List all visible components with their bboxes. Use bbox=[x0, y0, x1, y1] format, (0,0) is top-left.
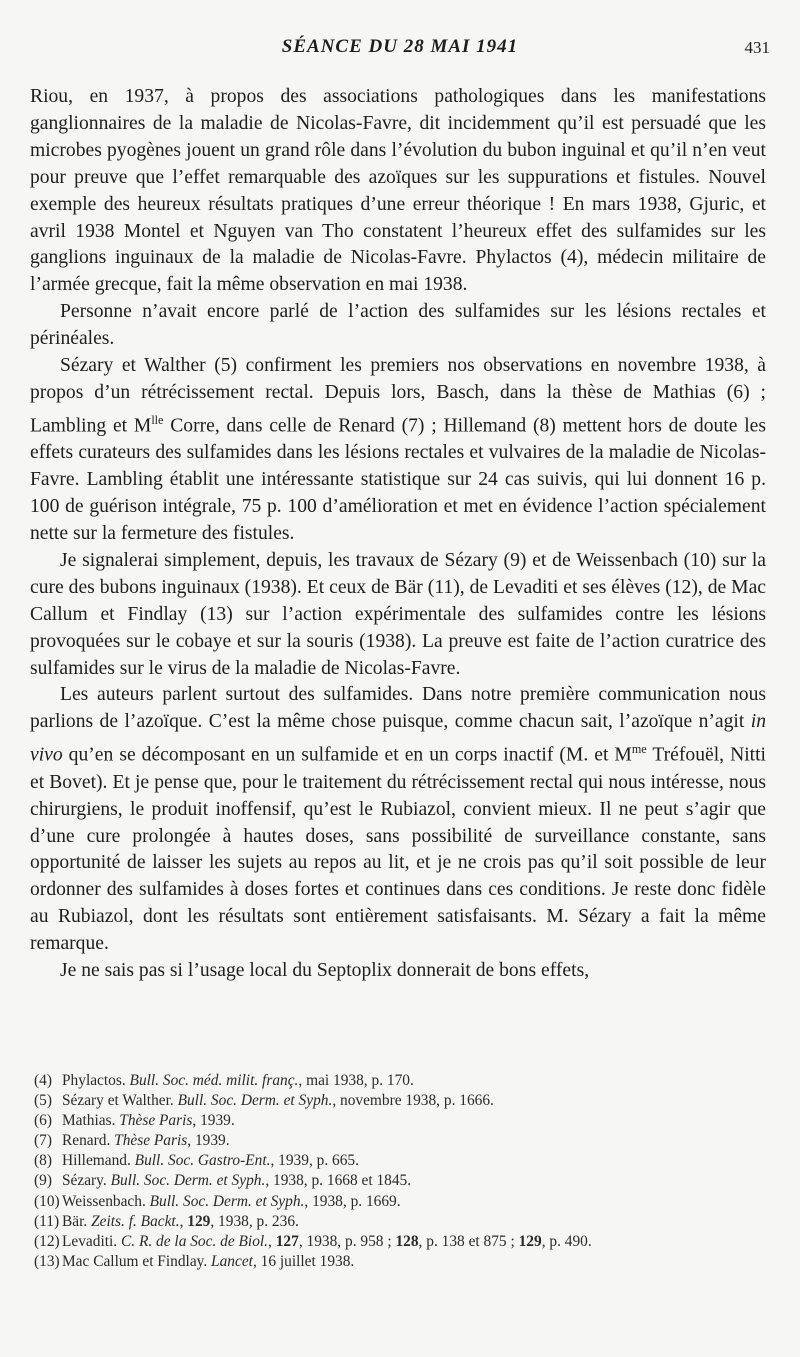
text-segment: Bull. Soc. Gastro-Ent. bbox=[134, 1152, 271, 1170]
footnote bbox=[30, 1212, 766, 1232]
text-segment: Bull. Soc. Derm. et Syph. bbox=[149, 1192, 305, 1210]
text-segment: 129 bbox=[518, 1232, 542, 1250]
text-segment: me bbox=[631, 742, 647, 757]
text-segment: Tréfouël, Nitti et Bovet). Et je pense que, pour le traitement du rétrécissement rectal qui nous intéresse, nous chirurgiens, le produit inoffensif, qu’est le Rubiazol, convient mieux. Il ne peut s’agir que d’une cure prolongée à hautes doses, sans possibilité de surveillance constante, sans opportunité de laisser les sujets au repos au lit, et je ne crois pas qu’il soit possible de leur ordonner des sulfamides à doses fortes et continues dans ces conditions. Je reste donc fidèle au Rubiazol, dont les résultats sont entièrement satisfaisants. M. Sézary a fait la même remarque. bbox=[30, 744, 766, 955]
running-head: SÉANCE DU 28 MAI 1941 bbox=[281, 36, 519, 57]
text-segment: Lancet bbox=[211, 1252, 253, 1270]
footnote-number: (13) bbox=[34, 1252, 60, 1270]
footnote bbox=[30, 1091, 766, 1111]
text-segment: , 1938, p. 1669. bbox=[304, 1192, 401, 1210]
text-segment: Sézary et Walther (5) confirment les premiers nos observations en novembre 1938, à propos d’un rétrécissement rectal. Depuis lors, Basch, dans la thèse de Mathias (6) ; Lambling et M bbox=[30, 355, 766, 437]
text-segment: 128 bbox=[395, 1232, 419, 1250]
text-segment: , p. 490. bbox=[541, 1232, 592, 1250]
text-segment: Bär. bbox=[62, 1212, 92, 1230]
text-segment: , 1939. bbox=[187, 1132, 230, 1150]
text-segment: Mac Callum et Findlay. bbox=[62, 1252, 212, 1270]
paragraph bbox=[30, 958, 766, 985]
footnote bbox=[30, 1151, 766, 1171]
text-segment: , 16 juillet 1938. bbox=[252, 1252, 355, 1270]
text-segment: Mathias. bbox=[62, 1112, 120, 1130]
footnote-number: (9) bbox=[34, 1172, 52, 1190]
text-segment: C. R. de la Soc. de Biol. bbox=[120, 1232, 269, 1250]
footnote-number: (5) bbox=[34, 1092, 52, 1110]
text-segment: Weissenbach. bbox=[62, 1192, 150, 1210]
text-segment: , mai 1938, p. 170. bbox=[298, 1072, 414, 1089]
text-segment: , bbox=[179, 1212, 188, 1230]
text-segment: Je ne sais pas si l’usage local du Septoplix donnerait de bons effets, bbox=[60, 960, 590, 982]
footnote bbox=[30, 1071, 766, 1091]
text-segment: 129 bbox=[187, 1212, 211, 1230]
footnote bbox=[30, 1171, 766, 1191]
text-segment: , bbox=[268, 1232, 276, 1250]
text-segment: Personne n’avait encore parlé de l’action des sulfamides sur les lésions rectales et périnéales. bbox=[30, 301, 766, 350]
text-segment: , novembre 1938, p. 1666. bbox=[332, 1092, 494, 1110]
text-segment: Levaditi. bbox=[62, 1232, 121, 1250]
text-segment: in vivo bbox=[30, 711, 766, 766]
footnote-number: (12) bbox=[34, 1232, 60, 1250]
text-segment: , p. 138 et 875 ; bbox=[418, 1232, 519, 1250]
text-segment: , 1939. bbox=[192, 1112, 235, 1130]
footnote-number: (4) bbox=[34, 1072, 52, 1089]
text-segment: Corre, dans celle de Renard (7) ; Hillemand (8) mettent hors de doute les effets curateurs des sulfamides dans les lésions rectales et vulvaires de la maladie de Nicolas-Favre. Lambling établit une intéressante statistique sur 24 cas suivis, qui lui donnent 16 p. 100 de guérison intégrale, 75 p. 100 d’amélioration et met en évidence l’action spécialement nette sur la fermeture des fistules. bbox=[30, 415, 766, 545]
text-segment: Bull. Soc. Derm. et Syph. bbox=[177, 1092, 333, 1110]
footnote bbox=[30, 1232, 766, 1252]
footnote bbox=[30, 1131, 766, 1151]
text-segment: Bull. Soc. méd. milit. franç. bbox=[129, 1072, 299, 1089]
text-segment: Les auteurs parlent surtout des sulfamides. Dans notre première communication nous parlions de l’azoïque. C’est la même chose puisque, comme chacun sait, l’azoïque n’agit bbox=[30, 684, 766, 733]
text-segment: qu’en se décomposant en un sulfamide et en un corps inactif (M. et M bbox=[62, 744, 632, 766]
text-segment: Renard. bbox=[62, 1132, 115, 1150]
text-segment: Sézary. bbox=[62, 1172, 111, 1190]
paragraph bbox=[30, 353, 766, 548]
text-segment: Hillemand. bbox=[62, 1152, 135, 1170]
text-segment: Riou, en 1937, à propos des associations pathologiques dans les manifestations ganglionnaires de la maladie de Nicolas-Favre, dit incidemment qu’il est persuadé que les microbes pyogènes jouent un grand rôle dans l’évolution du bubon inguinal et qu’il n’en veut pour preuve que l’effet remarquable des azoïques sur les suppurations et fistules. Nouvel exemple des heureux résultats pratiques d’une erreur théorique ! En mars 1938, Gjuric, et avril 1938 Montel et Nguyen van Tho constatent l’heureux effet des sulfamides sur les ganglions inguinaux de la maladie de Nicolas-Favre. Phylactos (4), médecin militaire de l’armée grecque, fait la même observation en mai 1938. bbox=[30, 86, 766, 296]
footnote-number: (7) bbox=[34, 1132, 52, 1150]
footnote-number: (10) bbox=[34, 1192, 60, 1210]
paragraph bbox=[30, 682, 766, 958]
page-header bbox=[30, 36, 770, 66]
text-segment: Sézary et Walther. bbox=[62, 1092, 178, 1110]
text-segment: , 1939, p. 665. bbox=[270, 1152, 359, 1170]
footnote bbox=[30, 1192, 766, 1212]
text-segment: Thèse Paris bbox=[114, 1132, 188, 1150]
text-segment: Zeits. f. Backt. bbox=[91, 1212, 180, 1230]
paragraph bbox=[30, 84, 766, 299]
text-segment: Phylactos. bbox=[62, 1072, 130, 1089]
text-segment: lle bbox=[151, 412, 164, 427]
text-segment: Thèse Paris bbox=[119, 1112, 193, 1130]
text-segment: , 1938, p. 236. bbox=[210, 1212, 299, 1230]
paragraph bbox=[30, 299, 766, 353]
footnote bbox=[30, 1252, 766, 1272]
text-segment: Je signalerai simplement, depuis, les travaux de Sézary (9) et de Weissenbach (10) sur la cure des bubons inguinaux (1938). Et ceux de Bär (11), de Levaditi et ses élèves (12), de Mac Callum et Findlay (13) sur l’action expérimentale des sulfamides contre les lésions provoquées sur le cobaye et sur la souris (1938). La preuve est faite de l’action curatrice des sulfamides sur le virus de la maladie de Nicolas-Favre. bbox=[30, 549, 766, 679]
text-segment: , 1938, p. 1668 et 1845. bbox=[265, 1172, 412, 1190]
body-text bbox=[30, 84, 766, 985]
footnote-number: (8) bbox=[34, 1152, 52, 1170]
paragraph bbox=[30, 548, 766, 683]
text-segment: Bull. Soc. Derm. et Syph. bbox=[110, 1172, 266, 1190]
footnote bbox=[30, 1111, 766, 1131]
footnote-number: (11) bbox=[34, 1212, 60, 1230]
text-segment: , 1938, p. 958 ; bbox=[298, 1232, 396, 1250]
page-number: 431 bbox=[744, 38, 770, 57]
text-segment: 127 bbox=[275, 1232, 299, 1250]
footnote-number: (6) bbox=[34, 1112, 52, 1130]
footnotes bbox=[30, 1071, 766, 1272]
